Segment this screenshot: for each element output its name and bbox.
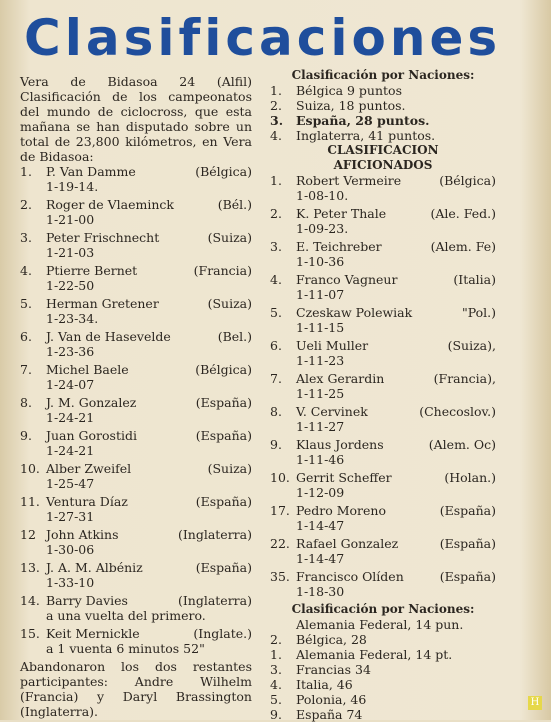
nation-rank: 1.	[270, 647, 282, 662]
nation-row	[270, 617, 496, 632]
nation-text: Polonia, 46	[296, 692, 367, 707]
position-number: 22.	[270, 536, 290, 551]
rider-line	[46, 329, 252, 344]
right-column	[270, 68, 496, 722]
rider-country: (Bél.)	[217, 197, 252, 212]
rider-time: 1-09-23.	[296, 221, 349, 236]
rider-time: 1-21-00	[46, 212, 95, 227]
rider-line	[46, 461, 252, 476]
rider-name: J. Van de Hasevelde	[46, 329, 171, 344]
result-entry	[270, 569, 496, 599]
rider-time: 1-30-06	[46, 542, 95, 557]
rider-time: 1-11-46	[296, 452, 345, 467]
nation-text: Alemania Federal, 14 pt.	[296, 647, 453, 662]
rider-time: 1-14-47	[296, 551, 345, 566]
rider-name: Gerrit Scheffer	[296, 470, 392, 485]
position-number: 11.	[20, 494, 40, 509]
rider-name: Pedro Moreno	[296, 503, 386, 518]
result-entry	[270, 404, 496, 434]
position-number: 15.	[20, 626, 40, 641]
rider-country: (Suiza)	[207, 461, 252, 476]
position-number: 2.	[270, 206, 282, 221]
result-entry	[20, 626, 252, 656]
page-title: Clasificaciones	[24, 9, 502, 67]
position-number: 3.	[20, 230, 32, 245]
position-number: 10.	[270, 470, 290, 485]
position-number: 5.	[20, 296, 32, 311]
result-entry	[270, 173, 496, 203]
rider-country: (Alem. Oc)	[428, 437, 496, 452]
corner-badge: H	[528, 696, 542, 710]
rider-line	[296, 404, 496, 419]
amateur-results-list	[270, 173, 496, 599]
rider-country: (Checoslov.)	[419, 404, 496, 419]
rider-name: Klaus Jordens	[296, 437, 384, 452]
position-number: 3.	[270, 239, 282, 254]
nation-text: Suiza, 18 puntos.	[296, 98, 406, 113]
result-row	[20, 395, 252, 410]
rider-country: (España)	[439, 536, 496, 551]
rider-name: P. Van Damme	[46, 164, 136, 179]
rider-name: Francisco Olíden	[296, 569, 404, 584]
result-row	[270, 173, 496, 188]
result-entry	[20, 494, 252, 524]
nation-row	[270, 647, 496, 662]
result-row	[270, 239, 496, 254]
rider-country: (Italia)	[453, 272, 496, 287]
nation-rank: 2.	[270, 98, 282, 113]
rider-country: (Francia)	[193, 263, 252, 278]
rider-line	[46, 263, 252, 278]
result-entry	[270, 206, 496, 236]
rider-time: 1-33-10	[46, 575, 95, 590]
rider-name: Juan Gorostidi	[46, 428, 137, 443]
rider-line	[46, 362, 252, 377]
rider-country: (Francia),	[433, 371, 496, 386]
rider-time: 1-23-36	[46, 344, 95, 359]
rider-country: (España)	[195, 560, 252, 575]
rider-name: K. Peter Thale	[296, 206, 387, 221]
nation-row	[270, 98, 496, 113]
position-number: 7.	[270, 371, 282, 386]
rider-name: Roger de Vlaeminck	[46, 197, 175, 212]
result-entry	[270, 470, 496, 500]
result-row	[20, 263, 252, 278]
rider-name: V. Cervinek	[296, 404, 368, 419]
rider-name: John Atkins	[46, 527, 119, 542]
rider-line	[46, 395, 252, 410]
rider-line	[46, 230, 252, 245]
position-number: 12	[20, 527, 36, 542]
result-row	[270, 305, 496, 320]
result-entry	[270, 437, 496, 467]
rider-name: Ventura Díaz	[46, 494, 128, 509]
nation-text: España, 28 puntos.	[296, 113, 430, 128]
result-entry	[20, 560, 252, 590]
nation-text: Bélgica, 28	[296, 632, 367, 647]
nation-row	[270, 677, 496, 692]
rider-name: Rafael Gonzalez	[296, 536, 399, 551]
rider-time: 1-22-50	[46, 278, 95, 293]
rider-line	[296, 305, 496, 320]
rider-time: a 1 vuenta 6 minutos 52"	[46, 641, 205, 656]
result-row	[270, 272, 496, 287]
rider-line	[296, 437, 496, 452]
result-entry	[20, 593, 252, 623]
nations-heading: Clasificación por Naciones:	[291, 68, 475, 82]
rider-name: E. Teichreber	[296, 239, 382, 254]
nation-row	[270, 662, 496, 677]
rider-name: Barry Davies	[46, 593, 128, 608]
nation-rank: 1.	[270, 83, 282, 98]
rider-time: 1-18-30	[296, 584, 345, 599]
rider-country: (Alem. Fe)	[430, 239, 496, 254]
rider-line	[296, 272, 496, 287]
nation-rank: 4.	[270, 677, 282, 692]
rider-time: 1-19-14.	[46, 179, 99, 194]
result-row	[270, 206, 496, 221]
nation-rank: 3.	[270, 662, 282, 677]
rider-time: 1-24-21	[46, 410, 95, 425]
nations-heading-2: Clasificación por Naciones:	[291, 602, 475, 616]
rider-country: (Bélgica)	[439, 173, 496, 188]
rider-line	[296, 503, 496, 518]
rider-time: 1-24-07	[46, 377, 95, 392]
position-number: 9.	[20, 428, 32, 443]
rider-name: Michel Baele	[46, 362, 129, 377]
result-entry	[20, 362, 252, 392]
rider-line	[46, 428, 252, 443]
rider-line	[296, 569, 496, 584]
position-number: 6.	[20, 329, 32, 344]
rider-name: Peter Frischnecht	[46, 230, 160, 245]
rider-name: Ueli Muller	[296, 338, 369, 353]
rider-line	[296, 239, 496, 254]
result-row	[270, 404, 496, 419]
rider-country: (España)	[195, 494, 252, 509]
rider-country: (Ale. Fed.)	[430, 206, 496, 221]
rider-line	[46, 527, 252, 542]
rider-line	[46, 494, 252, 509]
nation-rank: 3.	[270, 113, 284, 128]
rider-name: Franco Vagneur	[296, 272, 398, 287]
nation-row	[270, 632, 496, 647]
rider-country: (Inglaterra)	[177, 527, 252, 542]
position-number: 9.	[270, 437, 282, 452]
position-number: 4.	[20, 263, 32, 278]
rider-line	[46, 626, 252, 641]
result-row	[20, 329, 252, 344]
rider-line	[296, 338, 496, 353]
nation-row	[270, 692, 496, 707]
rider-line	[46, 560, 252, 575]
rider-time: 1-25-47	[46, 476, 95, 491]
result-row	[20, 461, 252, 476]
nation-text: Inglaterra, 41 puntos.	[296, 128, 436, 143]
rider-time: 1-11-07	[296, 287, 345, 302]
position-number: 8.	[270, 404, 282, 419]
rider-country: "Pol.)	[461, 305, 496, 320]
rider-country: (Inglaterra)	[177, 593, 252, 608]
result-entry	[20, 263, 252, 293]
result-entry	[270, 305, 496, 335]
result-row	[270, 371, 496, 386]
nation-rank	[270, 617, 296, 632]
position-number: 6.	[270, 338, 282, 353]
rider-name: Keit Mernickle	[46, 626, 140, 641]
result-row	[20, 230, 252, 245]
rider-name: J. M. Gonzalez	[46, 395, 137, 410]
position-number: 8.	[20, 395, 32, 410]
result-entry	[270, 371, 496, 401]
position-number: 17.	[270, 503, 290, 518]
result-entry	[270, 272, 496, 302]
nation-rank: 9.	[270, 707, 282, 722]
nation-rank: 2.	[270, 632, 282, 647]
result-row	[270, 470, 496, 485]
intro-paragraph	[20, 74, 252, 164]
rider-line	[296, 206, 496, 221]
rider-time: a una vuelta del primero.	[46, 608, 206, 623]
rider-name: Alber Zweifel	[46, 461, 132, 476]
nation-text: Italia, 46	[296, 677, 353, 692]
result-row	[20, 296, 252, 311]
result-entry	[20, 329, 252, 359]
nation-row	[270, 128, 496, 143]
rider-line	[46, 296, 252, 311]
rider-line	[46, 593, 252, 608]
result-row	[20, 164, 252, 179]
rider-name: Alex Gerardin	[296, 371, 385, 386]
rider-country: (Bélgica)	[195, 362, 252, 377]
result-row	[20, 494, 252, 509]
position-number: 1.	[20, 164, 32, 179]
nation-row	[270, 113, 496, 128]
result-row	[270, 503, 496, 518]
position-number: 13.	[20, 560, 40, 575]
rider-time: 1-11-25	[296, 386, 345, 401]
rider-time: 1-21-03	[46, 245, 95, 260]
rider-name: Czeskaw Polewiak	[296, 305, 413, 320]
amateur-heading-2: AFICIONADOS	[333, 158, 433, 172]
result-entry	[20, 527, 252, 557]
rider-line	[296, 173, 496, 188]
result-row	[270, 569, 496, 584]
rider-country: (Suiza)	[207, 230, 252, 245]
rider-line	[296, 371, 496, 386]
rider-time: 1-08-10.	[296, 188, 349, 203]
rider-line	[46, 197, 252, 212]
result-row	[270, 437, 496, 452]
result-entry	[20, 428, 252, 458]
result-row	[270, 338, 496, 353]
rider-time: 1-12-09	[296, 485, 345, 500]
rider-time: 1-11-27	[296, 419, 345, 434]
rider-country: (España)	[195, 428, 252, 443]
result-row	[20, 362, 252, 377]
result-entry	[270, 239, 496, 269]
results-list	[20, 164, 252, 656]
position-number: 10.	[20, 461, 40, 476]
nation-rank: 4.	[270, 128, 282, 143]
rider-country: (Suiza)	[207, 296, 252, 311]
amateur-heading-1: CLASIFICACION	[327, 143, 439, 157]
intro-text: Vera de Bidasoa 24 (Alfil) Clasificación de los campeonatos del mundo de ciclocross, que esta mañana se han disputado sobre un total de 23,800 kilómetros, en Vera de Bidasoa:	[20, 74, 252, 164]
result-row	[270, 536, 496, 551]
result-row	[20, 560, 252, 575]
rider-time: 1-11-15	[296, 320, 345, 335]
left-column	[20, 74, 252, 719]
rider-country: (Bélgica)	[195, 164, 252, 179]
rider-country: (Inglate.)	[193, 626, 252, 641]
result-entry	[20, 461, 252, 491]
rider-name: Ptierre Bernet	[46, 263, 138, 278]
result-entry	[20, 164, 252, 194]
result-entry	[270, 536, 496, 566]
rider-country: (Suiza),	[447, 338, 496, 353]
nation-text: España 74	[296, 707, 363, 722]
rider-country: (España)	[195, 395, 252, 410]
nation-text: Francias 34	[296, 662, 371, 677]
position-number: 35.	[270, 569, 290, 584]
rider-line	[296, 536, 496, 551]
result-entry	[20, 395, 252, 425]
rider-time: 1-27-31	[46, 509, 95, 524]
result-entry	[20, 197, 252, 227]
rider-time: 1-24-21	[46, 443, 95, 458]
result-entry	[20, 296, 252, 326]
rider-time: 1-10-36	[296, 254, 345, 269]
rider-country: (España)	[439, 569, 496, 584]
nation-text: Bélgica 9 puntos	[296, 83, 402, 98]
result-entry	[20, 230, 252, 260]
rider-name: Robert Vermeire	[296, 173, 402, 188]
position-number: 4.	[270, 272, 282, 287]
rider-country: (Bel.)	[217, 329, 252, 344]
position-number: 14.	[20, 593, 40, 608]
result-entry	[270, 503, 496, 533]
result-row	[20, 428, 252, 443]
rider-country: (Holan.)	[444, 470, 496, 485]
rider-name: J. A. M. Albéniz	[46, 560, 143, 575]
rider-line	[296, 470, 496, 485]
position-number: 1.	[270, 173, 282, 188]
nation-rank: 5.	[270, 692, 282, 707]
nations-list	[270, 83, 496, 143]
result-row	[20, 593, 252, 608]
rider-line	[46, 164, 252, 179]
rider-country: (España)	[439, 503, 496, 518]
nation-text: Alemania Federal, 14 pun.	[296, 617, 464, 632]
position-number: 7.	[20, 362, 32, 377]
result-row	[20, 527, 252, 542]
amateur-nations-list	[270, 617, 496, 722]
position-number: 5.	[270, 305, 282, 320]
rider-time: 1-23-34.	[46, 311, 99, 326]
nation-row	[270, 83, 496, 98]
rider-time: 1-14-47	[296, 518, 345, 533]
result-entry	[270, 338, 496, 368]
result-row	[20, 626, 252, 641]
rider-time: 1-11-23	[296, 353, 345, 368]
rider-name: Herman Gretener	[46, 296, 159, 311]
result-row	[20, 197, 252, 212]
position-number: 2.	[20, 197, 32, 212]
abandon-note: Abandonaron los dos restantes participantes: Andre Wilhelm (Francia) y Daryl Brassington (Inglaterra).	[20, 659, 252, 719]
